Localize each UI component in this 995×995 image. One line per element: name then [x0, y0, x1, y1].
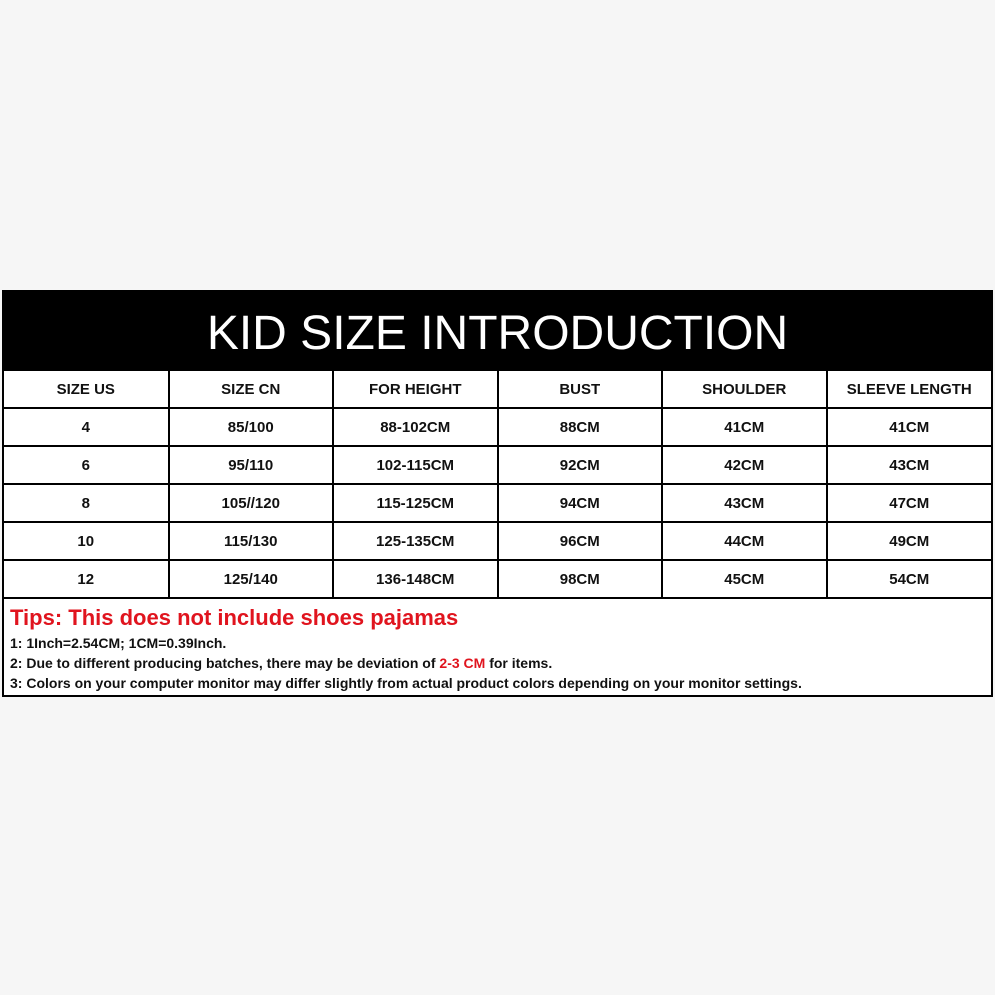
column-header: SHOULDER — [662, 371, 827, 408]
column-header: SIZE US — [4, 371, 169, 408]
table-cell: 88-102CM — [333, 408, 498, 446]
notes-section — [4, 599, 991, 695]
note-2-text: 2: Due to different producing batches, there may be deviation of — [10, 655, 440, 671]
size-chart — [2, 290, 993, 697]
table-cell: 41CM — [662, 408, 827, 446]
table-cell: 125/140 — [169, 560, 334, 598]
table-cell: 96CM — [498, 522, 663, 560]
column-header: SLEEVE LENGTH — [827, 371, 992, 408]
table-cell: 95/110 — [169, 446, 334, 484]
table-cell: 42CM — [662, 446, 827, 484]
tips-heading: Tips: This does not include shoes pajamas — [10, 605, 459, 630]
table-cell: 88CM — [498, 408, 663, 446]
table-cell: 136-148CM — [333, 560, 498, 598]
column-header: FOR HEIGHT — [333, 371, 498, 408]
table-cell: 44CM — [662, 522, 827, 560]
table-cell: 98CM — [498, 560, 663, 598]
chart-title: KID SIZE INTRODUCTION — [4, 292, 991, 371]
table-cell: 43CM — [827, 446, 992, 484]
note-2 — [10, 653, 985, 673]
table-cell: 10 — [4, 522, 169, 560]
table-row — [4, 446, 991, 484]
table-cell: 94CM — [498, 484, 663, 522]
table-cell: 8 — [4, 484, 169, 522]
table-cell: 4 — [4, 408, 169, 446]
note-1: 1: 1Inch=2.54CM; 1CM=0.39Inch. — [10, 635, 227, 651]
table-row — [4, 522, 991, 560]
table-cell: 115/130 — [169, 522, 334, 560]
size-table — [4, 371, 991, 599]
table-cell: 43CM — [662, 484, 827, 522]
table-cell: 47CM — [827, 484, 992, 522]
column-header: BUST — [498, 371, 663, 408]
table-cell: 6 — [4, 446, 169, 484]
note-2-highlight: 2-3 CM — [439, 655, 486, 671]
table-cell: 54CM — [827, 560, 992, 598]
table-row — [4, 560, 991, 598]
table-row — [4, 484, 991, 522]
table-cell: 85/100 — [169, 408, 334, 446]
table-cell: 49CM — [827, 522, 992, 560]
table-cell: 115-125CM — [333, 484, 498, 522]
note-2-tail: for items. — [485, 655, 553, 671]
table-cell: 102-115CM — [333, 446, 498, 484]
column-header: SIZE CN — [169, 371, 334, 408]
header-row — [4, 371, 991, 408]
table-cell: 125-135CM — [333, 522, 498, 560]
table-cell: 105//120 — [169, 484, 334, 522]
table-cell: 45CM — [662, 560, 827, 598]
note-3: 3: Colors on your computer monitor may differ slightly from actual product colors depending on your monitor settings. — [10, 675, 802, 691]
table-cell: 92CM — [498, 446, 663, 484]
table-cell: 12 — [4, 560, 169, 598]
table-cell: 41CM — [827, 408, 992, 446]
table-row — [4, 408, 991, 446]
